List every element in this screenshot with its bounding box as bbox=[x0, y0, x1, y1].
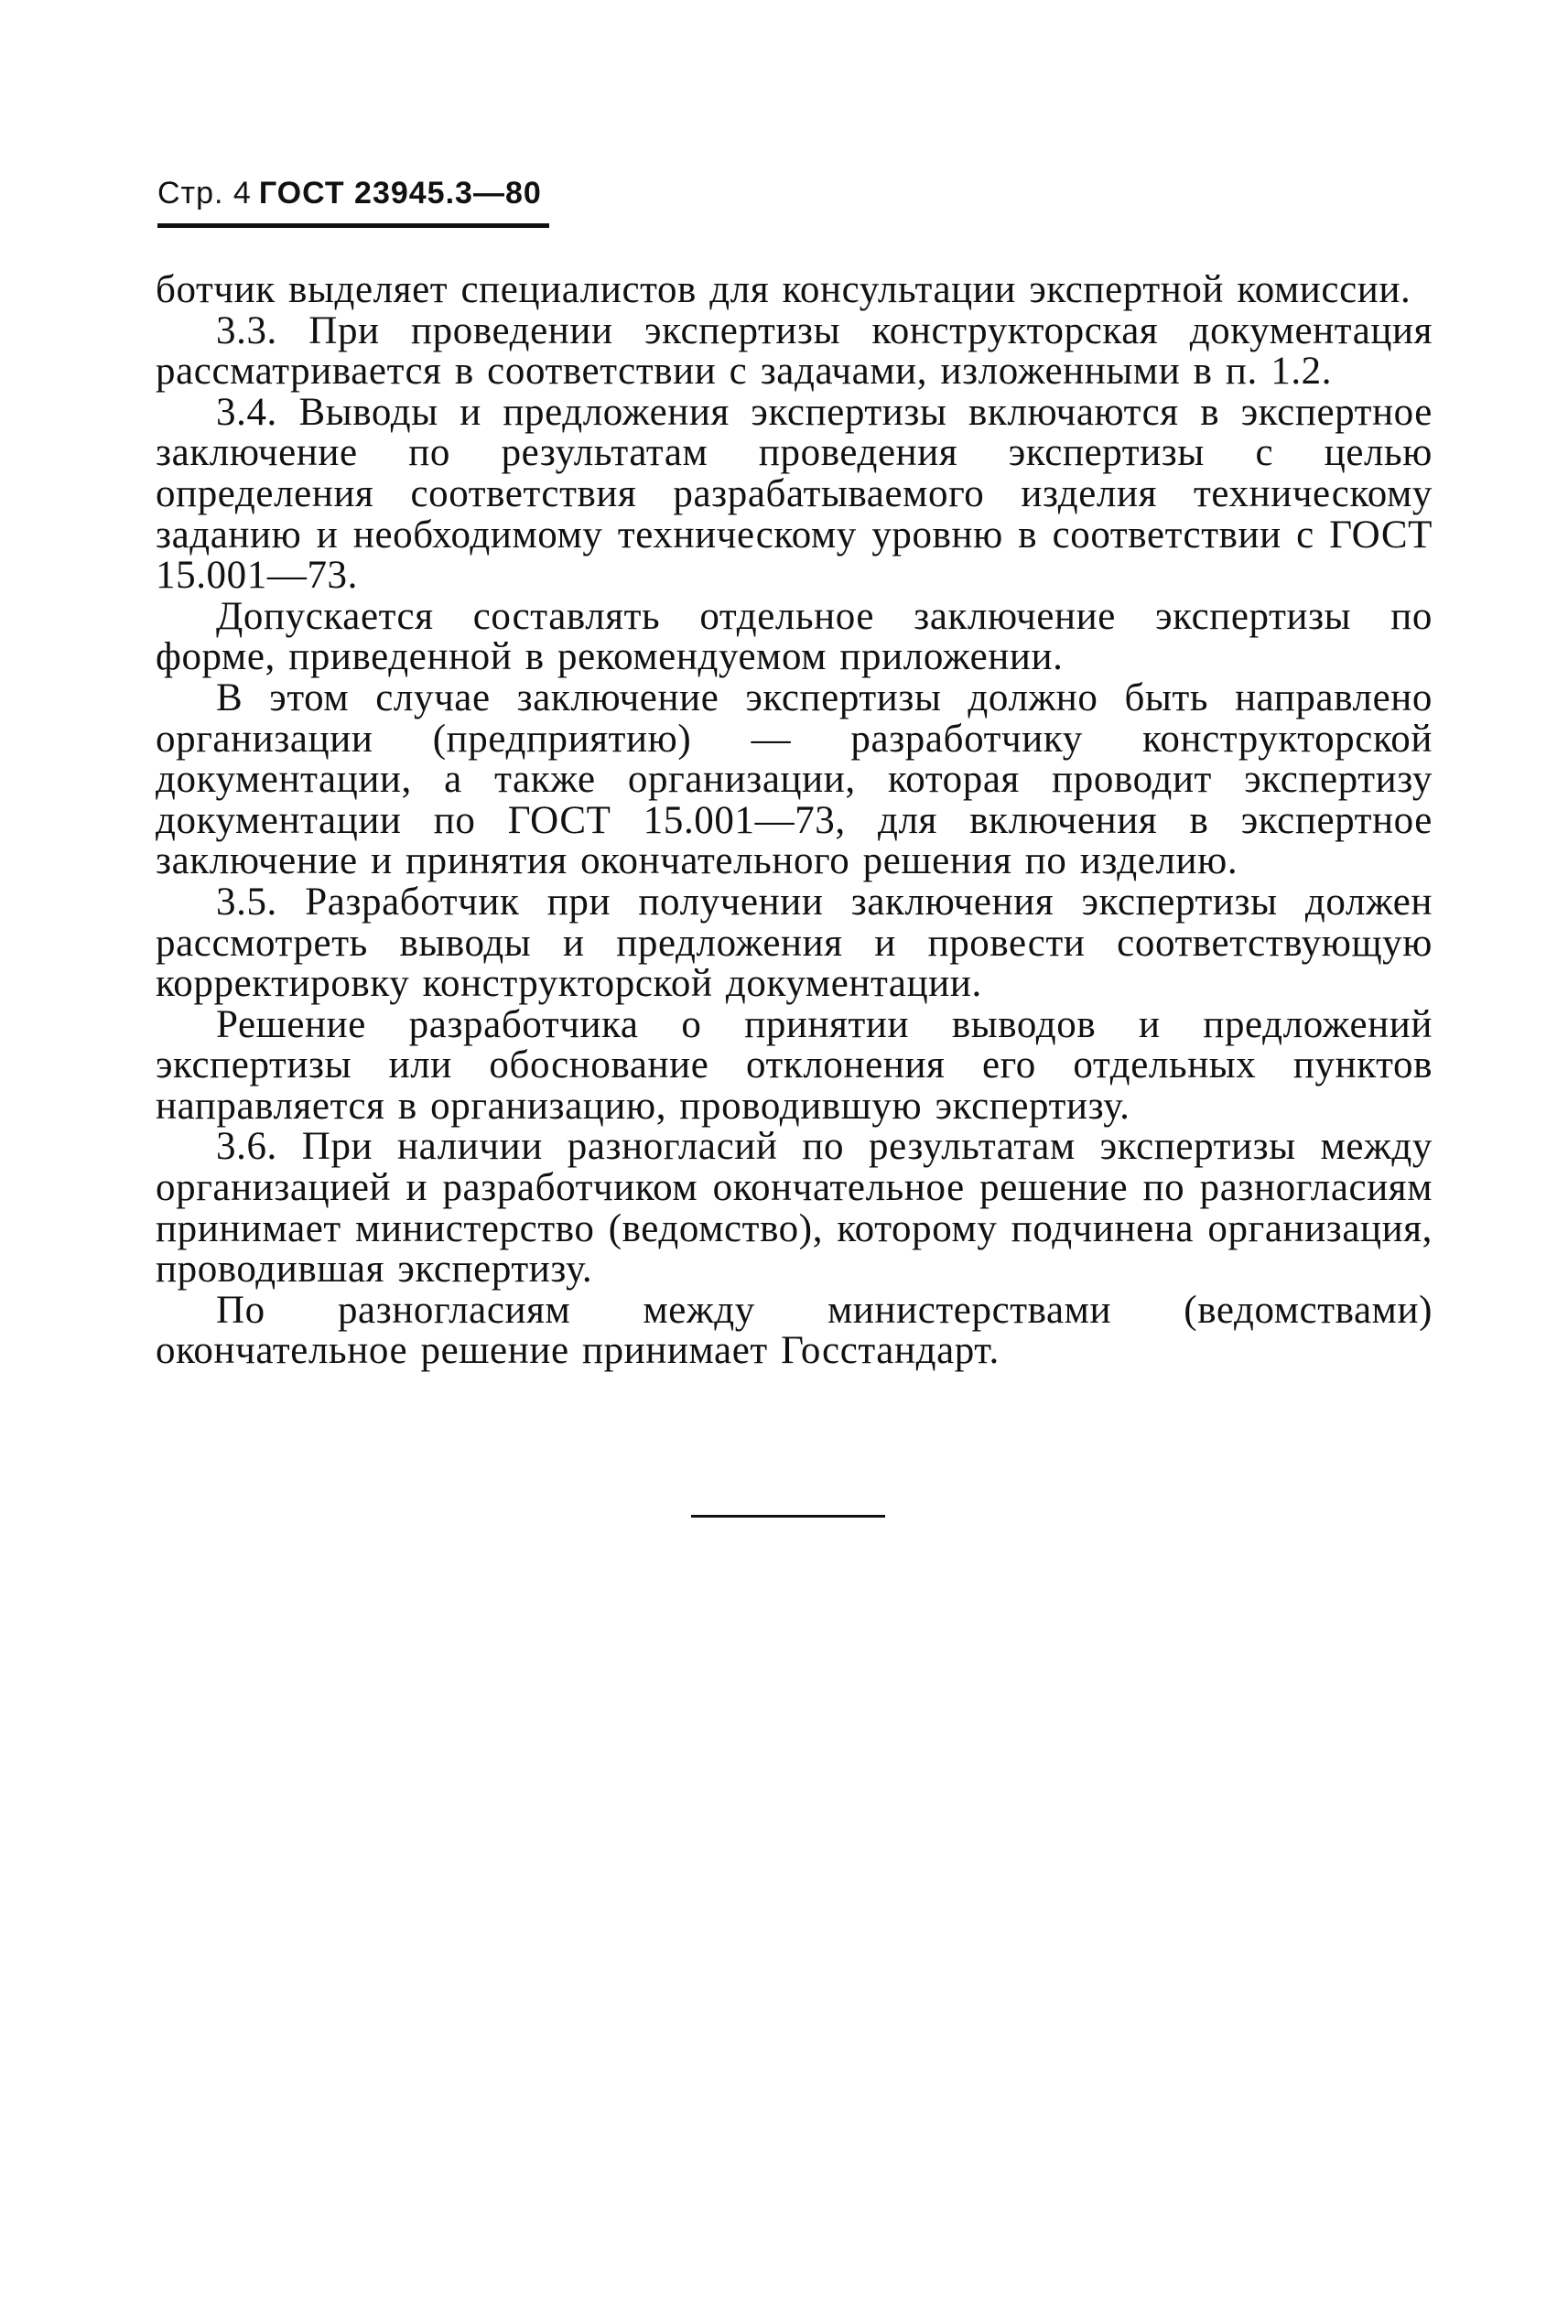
paragraph-3-5: 3.5. Разработчик при получении заключения экспертизы должен рассмотреть выводы и предложения и провести соответствующую корректировку конструкторской документации. bbox=[156, 880, 1433, 1006]
document-body bbox=[156, 270, 1433, 1372]
header-divider bbox=[157, 223, 549, 228]
standard-designation: ГОСТ 23945.3—80 bbox=[258, 176, 542, 211]
paragraph-developer-decision: Решение разработчика о принятии выводов и предложений экспертизы или обоснование отклонения его отдельных пунктов направляется в организацию, проводившую экспертизу. bbox=[156, 1002, 1433, 1128]
page-number-label: Стр. 4 bbox=[157, 176, 252, 211]
end-divider bbox=[691, 1515, 885, 1518]
paragraph-3-3: 3.3. При проведении экспертизы конструкторская документация рассматривается в соответствии с задачами, изложенными в п. 1.2. bbox=[156, 308, 1433, 394]
paragraph-3-6: 3.6. При наличии разногласий по результатам экспертизы между организацией и разработчиком окончательное решение по разногласиям принимает министерство (ведомство), которому подчинена организация, проводившая экспертизу. bbox=[156, 1125, 1433, 1292]
paragraph-conclusion-routing: В этом случае заключение экспертизы должно быть направлено организации (предприятию) — разработчику конструкторской документации, а также организации, которая проводит экспертизу документации по ГОСТ 15.001—73, для включения в экспертное заключение и принятия окончательного решения по изделию. bbox=[156, 676, 1433, 883]
paragraph-ministry-disagreements: По разногласиям между министерствами (ведомствами) окончательное решение принимает Госстандарт. bbox=[156, 1288, 1433, 1373]
page-header bbox=[157, 176, 542, 211]
paragraph-3-4: 3.4. Выводы и предложения экспертизы включаются в экспертное заключение по результатам проведения экспертизы с целью определения соответствия разрабатываемого изделия техническому заданию и необходимому техническому уровню в соответствии с ГОСТ 15.001—73. bbox=[156, 390, 1433, 598]
paragraph-separate-conclusion: Допускается составлять отдельное заключение экспертизы по форме, приведенной в рекомендуемом приложении. bbox=[156, 594, 1433, 679]
paragraph-continuation: ботчик выделяет специалистов для консультации экспертной комиссии. bbox=[156, 268, 1411, 311]
